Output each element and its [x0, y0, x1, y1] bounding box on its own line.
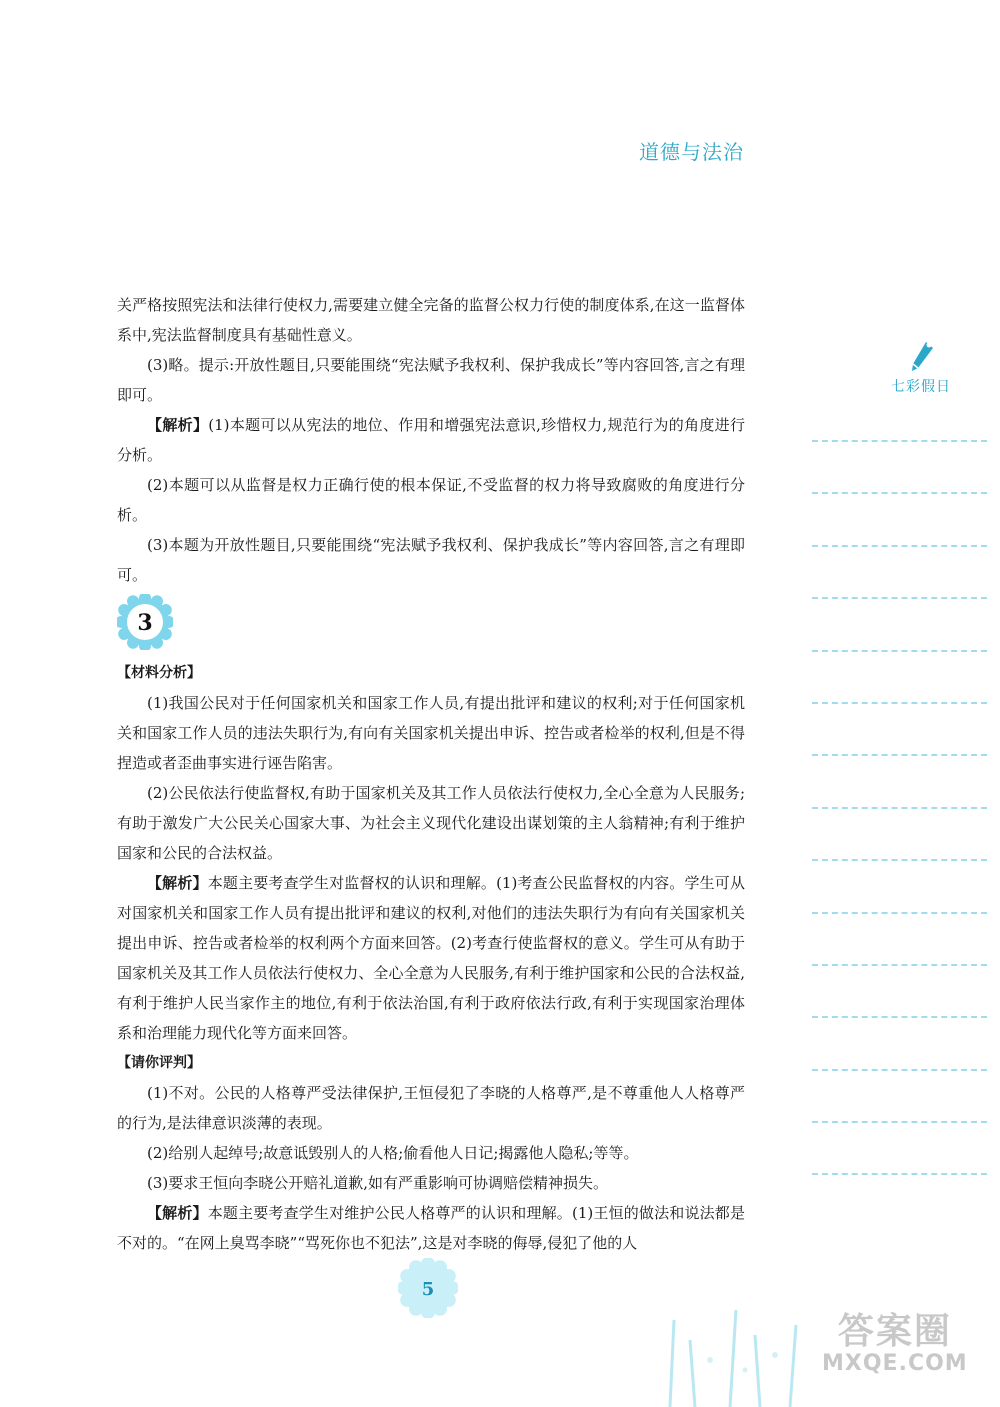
paragraph-text: 本题主要考查学生对维护公民人格尊严的认识和理解。(1)王恒的做法和说法都是不对的。“在网上臭骂李晓”“骂死你也不犯法”,这是对李晓的侮辱,侵犯了他的人 [117, 1204, 745, 1252]
paragraph [117, 410, 745, 470]
side-brand [876, 340, 966, 396]
watermark-line2: MXQE.COM [822, 1351, 968, 1376]
subject-title: 道德与法治 [639, 140, 744, 164]
paragraph: (3)要求王恒向李晓公开赔礼道歉,如有严重影响可协调赔偿精神损失。 [147, 1174, 609, 1192]
paragraph-text: (1)本题可以从宪法的地位、作用和增强宪法意识,珍惜权力,规范行为的角度进行分析。 [117, 416, 745, 464]
note-line [812, 1016, 987, 1018]
note-line [812, 912, 987, 914]
note-line [812, 545, 987, 547]
analysis-label: 【解析】 [147, 416, 209, 434]
note-line [812, 754, 987, 756]
paragraph-text: 本题主要考查学生对监督权的认识和理解。(1)考查公民监督权的内容。学生可从对国家机关和国家工作人员有提出批评和建议的权利,对他们的违法失职行为有向有关国家机关提出申诉、控告或者检举的权利两个方面来回答。(2)考查行使监督权的意义。学生可从有助于国家机关及其工作人员依法行使权力、全心全意为人民服务,有利于维护国家和公民的合法权益,有利于维护人民当家作主的地位,有利于依法治国,有利于政府依法行政,有利于实现国家治理体系和治理能力现代化等方面来回答。 [117, 874, 745, 1042]
analysis-label: 【解析】 [147, 874, 208, 892]
analysis-label: 【解析】 [147, 1204, 208, 1222]
section-heading: 【材料分析】 [117, 665, 201, 681]
note-line [812, 650, 987, 652]
paragraph: (1)我国公民对于任何国家机关和国家工作人员,有提出批评和建议的权利;对于任何国家机关和国家工作人员的违法失职行为,有向有关国家机关提出申诉、控告或者检举的权利,但是不得捏造或者歪曲事实进行诬告陷害。 [117, 694, 745, 772]
note-line [812, 1173, 987, 1175]
paragraph: (1)不对。公民的人格尊严受法律保护,王恒侵犯了李晓的人格尊严,是不尊重他人人格尊严的行为,是法律意识淡薄的表现。 [117, 1084, 745, 1132]
note-lines [812, 440, 987, 1226]
paragraph: (2)给别人起绰号;故意诋毁别人的人格;偷看他人日记;揭露他人隐私;等等。 [147, 1144, 639, 1162]
section-heading: 【请你评判】 [117, 1055, 201, 1071]
watermark-line1: 答案圈 [837, 1311, 952, 1352]
note-line [812, 1121, 987, 1123]
note-line [812, 964, 987, 966]
note-line [812, 702, 987, 704]
paragraph: 关严格按照宪法和法律行使权力,需要建立健全完备的监督公权力行使的制度体系,在这一监督体系中,宪法监督制度具有基础性意义。 [117, 296, 745, 344]
note-line [812, 1069, 987, 1071]
page-number-badge [398, 1258, 458, 1318]
note-line [812, 440, 987, 442]
watermark [822, 1312, 968, 1376]
paragraph: (2)公民依法行使监督权,有助于国家机关及其工作人员依法行使权力,全心全意为人民服务;有助于激发广大公民关心国家大事、为社会主义现代化建设出谋划策的主人翁精神;有利于维护国家和公民的合法权益。 [117, 784, 745, 862]
paragraph: (3)本题为开放性题目,只要能围绕“宪法赋予我权利、保护我成长”等内容回答,言之有理即可。 [117, 536, 745, 584]
note-line [812, 492, 987, 494]
pen-icon [906, 340, 936, 374]
paragraph [117, 868, 745, 1048]
note-line [812, 597, 987, 599]
section-number: 3 [137, 610, 153, 636]
paragraph: (3)略。提示:开放性题目,只要能围绕“宪法赋予我权利、保护我成长”等内容回答,言之有理即可。 [117, 356, 745, 404]
note-line [812, 859, 987, 861]
plant-decoration-icon [640, 1300, 820, 1407]
answer-content [117, 290, 745, 1258]
page-number: 5 [421, 1279, 435, 1300]
flower-badge-icon [117, 594, 173, 650]
brand-label: 七彩假日 [891, 379, 951, 395]
section-badge [117, 594, 745, 658]
paragraph [117, 1198, 745, 1258]
paragraph: (2)本题可以从监督是权力正确行使的根本保证,不受监督的权力将导致腐败的角度进行分析。 [117, 476, 745, 524]
note-line [812, 807, 987, 809]
